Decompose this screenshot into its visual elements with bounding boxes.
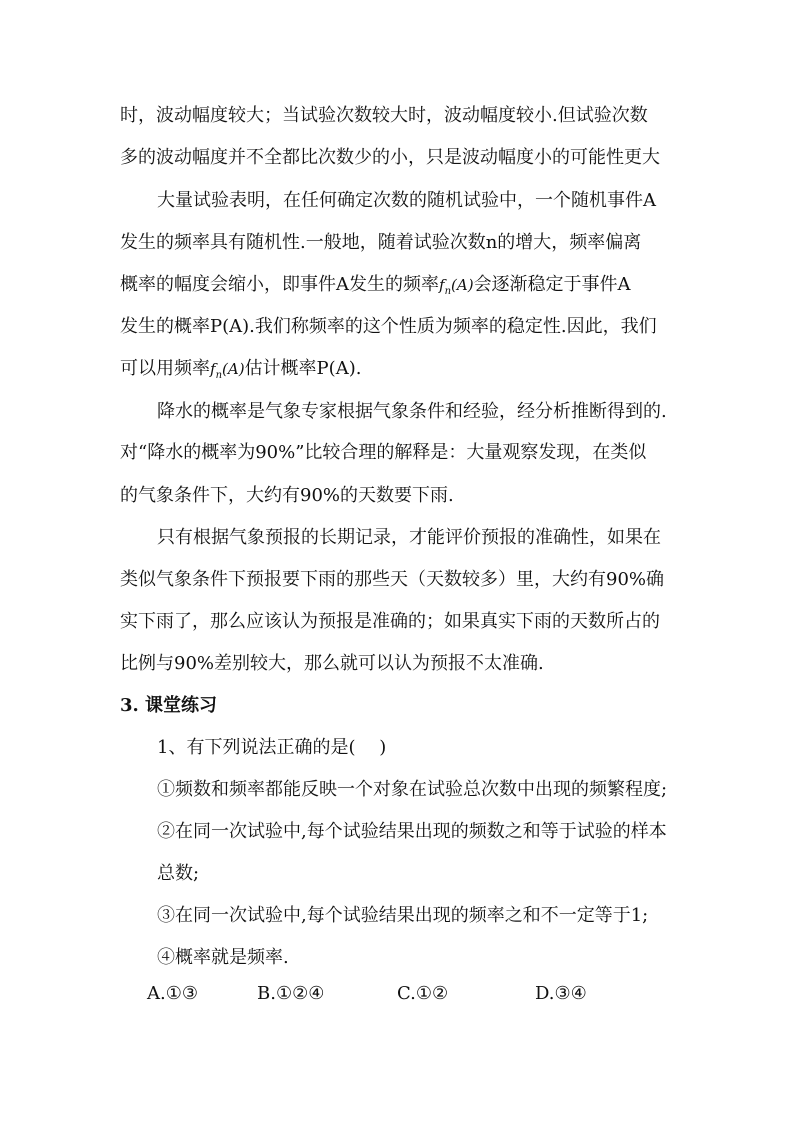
paragraph1-line2: 多的波动幅度并不全都比次数少的小，只是波动幅度小的可能性更大 — [120, 147, 660, 168]
paragraph4-line4: 比例与90%差别较大，那么就可以认为预报不太准确. — [120, 653, 544, 674]
frequency-formula-2: $f_n(A)$ — [210, 360, 245, 381]
option-d: D.③④ — [535, 983, 587, 1004]
paragraph3-line1: 降水的概率是气象专家根据气象条件和经验，经分析推断得到的. — [157, 401, 667, 422]
paragraph4-line1: 只有根据气象预报的长期记录，才能评价预报的准确性，如果在 — [157, 527, 661, 548]
paragraph2-line3-before: 概率的幅度会缩小，即事件A发生的频率 — [120, 274, 439, 295]
question1-item1: ①频数和频率都能反映一个对象在试验总次数中出现的频繁程度; — [157, 779, 668, 800]
paragraph4-line2: 类似气象条件下预报要下雨的那些天（天数较多）里，大约有90%确 — [120, 569, 665, 590]
section-heading: 3. 课堂练习 — [120, 695, 218, 716]
question1-item2-line2: 总数; — [157, 863, 200, 884]
paragraph4-line3: 实下雨了，那么应该认为预报是准确的；如果真实下雨的天数所占的 — [120, 611, 660, 632]
paragraph3-line3: 的气象条件下，大约有90%的天数要下雨. — [120, 485, 454, 506]
paragraph2-line3 — [120, 273, 680, 297]
question1-stem: 1、有下列说法正确的是( ) — [157, 737, 387, 758]
paragraph2-line5-after: 估计概率P(A). — [244, 358, 362, 379]
option-c: C.①② — [397, 983, 449, 1004]
paragraph2-line2: 发生的频率具有随机性.一般地，随着试验次数n的增大，频率偏离 — [120, 232, 642, 253]
question1-item4: ④概率就是频率. — [157, 947, 289, 968]
question1-item3: ③在同一次试验中,每个试验结果出现的频率之和不一定等于1; — [157, 905, 649, 926]
question1-item2-line1: ②在同一次试验中,每个试验结果出现的频数之和等于试验的样本 — [157, 821, 667, 842]
option-a: A.①③ — [147, 983, 198, 1004]
paragraph2-line5 — [120, 357, 680, 381]
paragraph3-line2: 对“降水的概率为90%”比较合理的解释是：大量观察发现，在类似 — [120, 442, 647, 463]
paragraph2-line1: 大量试验表明，在任何确定次数的随机试验中，一个随机事件A — [157, 190, 656, 211]
paragraph1-line1: 时，波动幅度较大；当试验次数较大时，波动幅度较小.但试验次数 — [120, 105, 648, 126]
paragraph2-line5-before: 可以用频率 — [120, 358, 210, 379]
option-b: B.①②④ — [257, 983, 325, 1004]
paragraph2-line4: 发生的概率P(A).我们称频率的这个性质为频率的稳定性.因此，我们 — [120, 316, 657, 337]
frequency-formula: $f_n(A)$ — [439, 276, 474, 297]
paragraph2-line3-after: 会逐渐稳定于事件A — [473, 274, 631, 295]
